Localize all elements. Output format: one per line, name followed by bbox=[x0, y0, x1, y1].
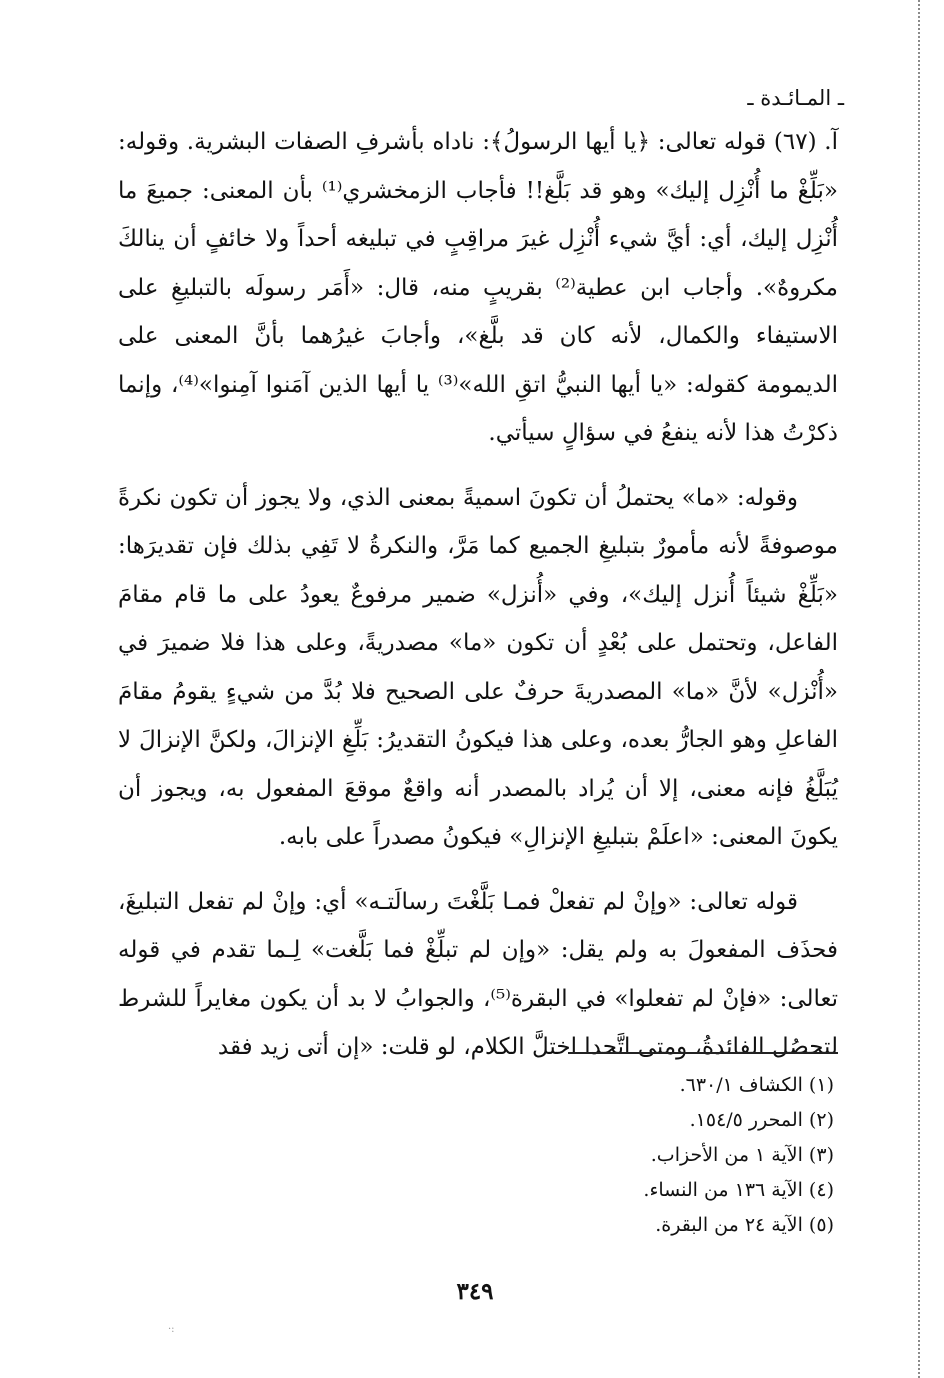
paragraph-verse-67: آ. (٦٧) قوله تعالى: ﴿يا أيها الرسولُ﴾: ناداه بأشرفِ الصفات البشرية. وقوله: «بَلِّغْ ما أُنْزِل إليك» وهو قد بَلَّغ!! فأجاب الزمخشري⁽¹⁾ بأن المعنى: جميعَ ما أُنْزِل إليك، أي: أيَّ شيء أُنْزِل غيرَ مراقِبٍ في تبليغه أحداً ولا خائفٍ أن ينالكَ مكروهٌ». وأجاب ابن عطية⁽²⁾ بقريبٍ منه، قال: «أَمَر رسولَه بالتبليغِ على الاستيفاء والكمال، لأنه كان قد بلَّغ»، وأجابَ غيرُهما بأنَّ المعنى على الديمومة كقوله: «يا أيها النبيُّ اتقِ الله»⁽³⁾ يا أيها الذين آمَنوا آمِنوا»⁽⁴⁾، وإنما ذكرْتُ هذا لأنه ينفعُ في سؤالٍ سيأتي. bbox=[118, 129, 838, 446]
footnote-4: (٤) الآية ١٣٦ من النساء. bbox=[643, 1179, 834, 1201]
paragraph-condition-analysis: قوله تعالى: «وإنْ لم تفعلْ فمـا بَلَّغْتَ رسالَتـه» أي: وإنْ لم تفعل التبليغَ، فحذَف المفعولَ به ولم يقل: «وإن لم تبلِّغْ فما بَلَّغت» لِـما تقدم في قوله تعالى: «فإنْ لم تفعلوا» في البقرة⁽⁵⁾، والجوابُ لا بد أن يكون مغايراً للشرط لتحصُل الفائدةُ، ومتى اتَّحدا اختلَّ الكلام، لو قلت: «إن أتى زيد فقد bbox=[118, 888, 838, 1060]
main-text bbox=[118, 118, 838, 1072]
footnote-2: (٢) المحرر ١٥٤/٥. bbox=[689, 1109, 834, 1131]
scan-speck: ·: bbox=[168, 1324, 175, 1335]
footnote-5: (٥) الآية ٢٤ من البقرة. bbox=[655, 1214, 834, 1236]
footnote-1: (١) الكشاف ٦٣٠/١. bbox=[679, 1074, 834, 1096]
binding-edge-dotted-line bbox=[918, 0, 920, 1378]
footnote-separator bbox=[568, 1052, 838, 1054]
running-header: ـ المـائـدة ـ bbox=[747, 86, 844, 110]
footnotes-list bbox=[414, 1068, 834, 1243]
footnote-3: (٣) الآية ١ من الأحزاب. bbox=[650, 1144, 834, 1166]
page-number: ٣٤٩ bbox=[456, 1278, 494, 1305]
paragraph-ma-analysis: وقوله: «ما» يحتملُ أن تكونَ اسميةً بمعنى الذي، ولا يجوز أن تكون نكرةً موصوفةً لأنه مأمورٌ بتبليغِ الجميع كما مَرَّ، والنكرةُ لا تَفِي بذلك فإن تقديرَها: «بَلِّغْ شيئاً أُنزل إليك»، وفي «أُنزل» ضمير مرفوعٌ يعودُ على ما قام مقامَ الفاعل، وتحتمل على بُعْدٍ أن تكون «ما» مصدريةً، وعلى هذا فلا ضميرَ في «أُنْزل» لأنَّ «ما» المصدريةَ حرفٌ على الصحيح فلا بُدَّ من شيءٍ يقومُ مقامَ الفاعلِ وهو الجارُّ بعده، وعلى هذا فيكونُ التقديرُ: بَلِّغِ الإنزالَ، ولكنَّ الإنزالَ لا يُبَلَّغُ فإنه معنى، إلا أن يُراد بالمصدر أنه واقعٌ موقعَ المفعول به، ويجوز أن يكونَ المعنى: «اعلَمْ بتبليغِ الإنزالِ» فيكونُ مصدراً على بابه. bbox=[118, 484, 838, 850]
